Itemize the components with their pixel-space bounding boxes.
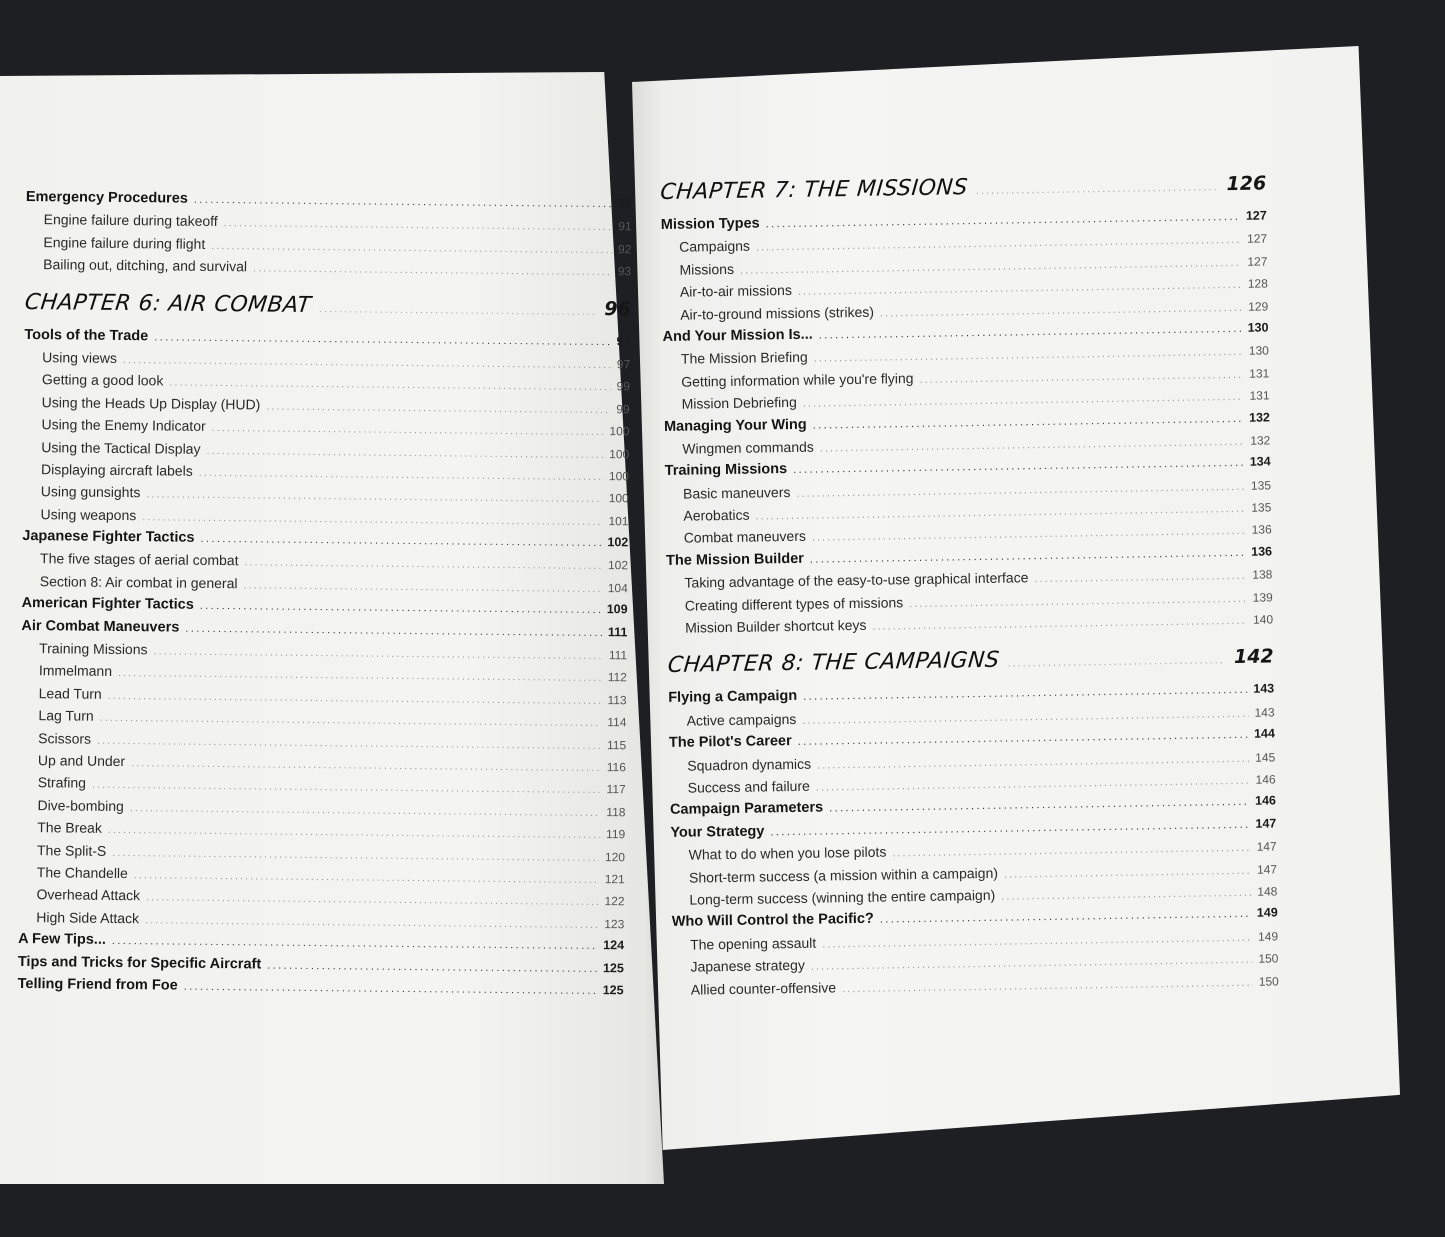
- dot-leader: [154, 326, 611, 353]
- dot-leader: [194, 189, 612, 216]
- entry-page-number: 148: [1257, 884, 1278, 899]
- entry-page-number: 100: [609, 424, 630, 439]
- entry-label: And Your Mission Is...: [662, 326, 813, 345]
- entry-label: Scissors: [38, 729, 92, 747]
- entry-label: Squadron dynamics: [687, 755, 812, 774]
- entry-label: Air Combat Maneuvers: [21, 617, 180, 636]
- entry-page-number: 115: [606, 737, 627, 752]
- entry-page-number: 92: [617, 241, 632, 257]
- entry-label: Taking advantage of the easy-to-use graphical interface: [684, 569, 1029, 591]
- entry-page-number: 97: [616, 333, 631, 348]
- entry-label: Lag Turn: [38, 707, 94, 724]
- entry-page-number: 128: [1247, 276, 1268, 291]
- entry-page-number: 132: [1248, 409, 1271, 425]
- entry-page-number: 123: [604, 916, 625, 932]
- entry-page-number: 93: [617, 264, 632, 279]
- entry-label: Training Missions: [664, 461, 788, 480]
- entry-page-number: 100: [608, 491, 629, 506]
- toc-right-column: [660, 162, 1279, 1000]
- entry-page-number: 127: [1247, 254, 1268, 269]
- entry-label: Telling Friend from Foe: [17, 975, 178, 994]
- dot-leader: [1034, 565, 1246, 591]
- entry-page-number: 136: [1251, 544, 1273, 559]
- entry-label: Dive-bombing: [37, 796, 124, 814]
- entry-page-number: 99: [616, 379, 631, 394]
- entry-label: Using gunsights: [40, 483, 141, 501]
- entry-label: Using weapons: [40, 505, 137, 523]
- dot-leader: [975, 166, 1218, 212]
- entry-label: Training Missions: [39, 640, 148, 658]
- entry-page-number: 149: [1257, 929, 1279, 944]
- entry-label: Getting a good look: [41, 371, 164, 389]
- entry-page-number: 118: [606, 804, 626, 820]
- entry-page-number: 100: [608, 469, 630, 484]
- entry-page-number: 131: [1249, 388, 1270, 403]
- entry-page-number: 150: [1258, 973, 1279, 989]
- entry-label: Long-term success (winning the entire campaign): [689, 886, 996, 908]
- entry-page-number: 121: [604, 872, 625, 887]
- entry-page-number: 91: [617, 196, 632, 211]
- entry-page-number: 150: [1258, 951, 1279, 966]
- entry-page-number: 144: [1253, 726, 1276, 741]
- chapter-title: CHAPTER 6: AIR COMBAT: [23, 289, 313, 318]
- entry-label: American Fighter Tactics: [21, 595, 194, 614]
- entry-label: Section 8: Air combat in general: [39, 573, 238, 592]
- entry-label: Lead Turn: [38, 684, 102, 702]
- chapter-heading: [25, 282, 631, 330]
- dot-leader: [319, 288, 597, 333]
- entry-label: The Pilot's Career: [668, 733, 792, 752]
- entry-page-number: 119: [606, 827, 626, 842]
- entry-label: Using views: [42, 349, 117, 366]
- entry-page-number: 135: [1251, 500, 1272, 515]
- chapter-title: CHAPTER 8: THE CAMPAIGNS: [666, 648, 1001, 679]
- entry-page-number: 146: [1254, 793, 1277, 809]
- entry-page-number: 127: [1245, 208, 1267, 223]
- entry-label: Emergency Procedures: [25, 188, 188, 207]
- dot-leader: [200, 528, 601, 555]
- entry-page-number: 135: [1250, 478, 1272, 493]
- entry-label: Aerobatics: [683, 506, 750, 524]
- entry-label: Flying a Campaign: [668, 688, 798, 707]
- entry-page-number: 125: [602, 960, 624, 975]
- entry-label: The Split-S: [36, 841, 107, 859]
- entry-label: Mission Debriefing: [681, 394, 797, 412]
- entry-label: Displaying aircraft labels: [40, 461, 193, 479]
- entry-page-number: 114: [607, 715, 627, 730]
- entry-page-number: 138: [1252, 567, 1273, 582]
- entry-label: Campaigns: [679, 237, 751, 256]
- dot-leader: [185, 617, 602, 644]
- entry-label: Engine failure during flight: [43, 233, 206, 252]
- entry-label: Campaign Parameters: [669, 799, 824, 819]
- entry-label: Managing Your Wing: [663, 416, 807, 435]
- entry-label: The Chandelle: [36, 864, 128, 882]
- entry-label: Tools of the Trade: [24, 326, 149, 344]
- dot-leader: [253, 258, 612, 284]
- entry-page-number: 129: [1248, 299, 1269, 314]
- entry-page-number: 131: [1249, 366, 1270, 381]
- entry-label: Up and Under: [37, 752, 126, 770]
- chapter-page-number: 126: [1226, 172, 1267, 196]
- chapter-page-number: 96: [604, 297, 631, 320]
- entry-label: Short-term success (a mission within a campaign): [688, 864, 999, 886]
- entry-label: Tips and Tricks for Specific Aircraft: [17, 953, 262, 973]
- entry-page-number: 104: [607, 580, 628, 596]
- entry-page-number: 136: [1251, 522, 1272, 538]
- entry-page-number: 147: [1256, 861, 1278, 877]
- entry-page-number: 102: [607, 558, 629, 573]
- toc-left-column: [18, 186, 632, 1002]
- entry-page-number: 127: [1246, 231, 1268, 247]
- entry-page-number: 140: [1252, 612, 1274, 627]
- entry-label: The Mission Builder: [665, 550, 804, 569]
- entry-label: Air-to-air missions: [679, 282, 793, 300]
- entry-page-number: 100: [609, 446, 630, 461]
- entry-page-number: 147: [1256, 839, 1277, 854]
- entry-label: Overhead Attack: [36, 886, 141, 904]
- entry-page-number: 147: [1255, 816, 1277, 831]
- entry-page-number: 111: [608, 648, 628, 663]
- entry-page-number: 102: [607, 535, 629, 550]
- entry-page-number: 111: [607, 624, 628, 639]
- entry-label: Active campaigns: [686, 710, 797, 729]
- entry-label: Immelmann: [38, 662, 113, 680]
- entry-page-number: 125: [602, 982, 624, 998]
- entry-label: Your Strategy: [670, 823, 765, 841]
- dot-leader: [872, 610, 1247, 638]
- entry-page-number: 99: [616, 401, 630, 417]
- chapter-title: CHAPTER 7: THE MISSIONS: [659, 175, 969, 206]
- entry-label: Japanese strategy: [690, 956, 806, 975]
- entry-page-number: 116: [606, 760, 627, 775]
- entry-label: Bailing out, ditching, and survival: [43, 256, 248, 275]
- entry-label: Basic maneuvers: [682, 483, 791, 502]
- entry-label: A Few Tips...: [18, 931, 107, 948]
- entry-page-number: 97: [616, 357, 631, 372]
- entry-label: Allied counter-offensive: [690, 978, 837, 998]
- entry-label: Combat maneuvers: [683, 528, 807, 547]
- entry-label: High Side Attack: [36, 908, 140, 926]
- entry-page-number: 130: [1248, 343, 1269, 359]
- entry-page-number: 146: [1255, 772, 1276, 787]
- entry-page-number: 143: [1254, 705, 1275, 720]
- entry-label: The opening assault: [690, 934, 817, 953]
- entry-label: Success and failure: [687, 777, 810, 796]
- entry-label: Air-to-ground missions (strikes): [680, 303, 875, 323]
- dot-leader: [1007, 640, 1226, 685]
- entry-page-number: 143: [1253, 681, 1275, 697]
- entry-label: Mission Builder shortcut keys: [685, 616, 867, 636]
- entry-label: Using the Enemy Indicator: [41, 416, 206, 435]
- entry-label: Strafing: [37, 774, 87, 792]
- entry-label: What to do when you lose pilots: [688, 843, 887, 863]
- entry-label: Engine failure during takeoff: [43, 211, 218, 230]
- entry-label: Mission Types: [660, 215, 760, 233]
- entry-label: Creating different types of missions: [684, 593, 904, 614]
- entry-page-number: 145: [1255, 750, 1276, 765]
- entry-label: Using the Tactical Display: [41, 438, 201, 457]
- entry-page-number: 130: [1247, 320, 1269, 335]
- entry-page-number: 112: [607, 670, 627, 685]
- entry-label: Japanese Fighter Tactics: [22, 528, 195, 546]
- entry-page-number: 124: [603, 938, 625, 953]
- entry-page-number: 109: [606, 602, 628, 617]
- entry-page-number: 139: [1252, 590, 1273, 605]
- entry-label: Missions: [679, 260, 735, 278]
- entry-page-number: 149: [1256, 905, 1278, 921]
- entry-label: Getting information while you're flying: [681, 369, 914, 390]
- entry-label: The five stages of aerial combat: [40, 550, 239, 569]
- entry-page-number: 101: [608, 513, 629, 529]
- entry-label: Using the Heads Up Display (HUD): [41, 393, 261, 413]
- entry-label: Who Will Control the Pacific?: [671, 911, 874, 931]
- dot-leader: [184, 976, 597, 1003]
- entry-page-number: 113: [607, 692, 627, 708]
- entry-page-number: 134: [1249, 454, 1271, 470]
- entry-page-number: 132: [1250, 433, 1271, 448]
- chapter-page-number: 142: [1233, 645, 1274, 669]
- entry-page-number: 122: [604, 894, 625, 909]
- entry-label: The Mission Briefing: [680, 349, 808, 368]
- entry-page-number: 120: [604, 849, 626, 864]
- entry-page-number: 91: [618, 219, 632, 234]
- entry-label: Wingmen commands: [682, 438, 814, 457]
- entry-page-number: 117: [606, 782, 626, 797]
- entry-label: The Break: [37, 819, 102, 836]
